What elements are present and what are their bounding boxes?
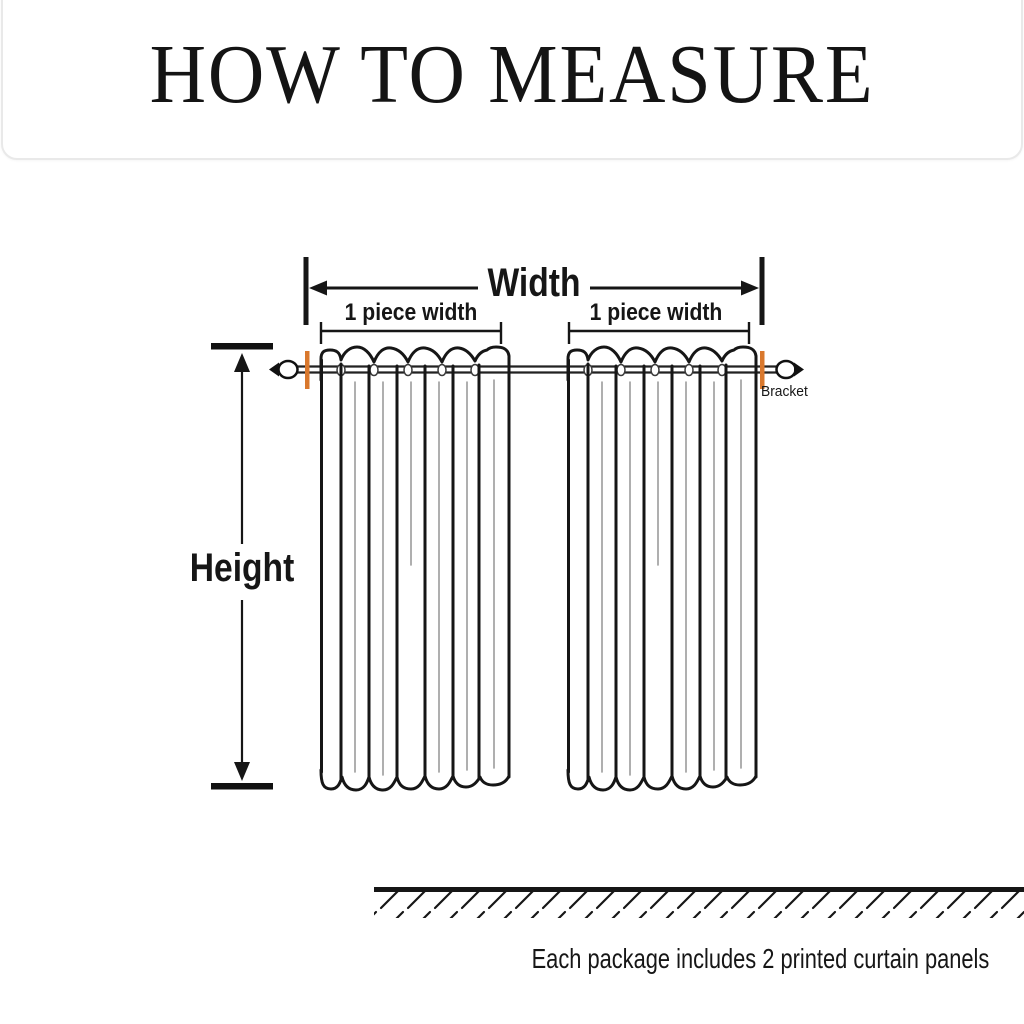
height-label: Height: [189, 546, 295, 590]
piece-width-label-right: 1 piece width: [589, 299, 723, 326]
curtain-panel-right: [568, 347, 756, 790]
piece-width-label-left: 1 piece width: [344, 299, 478, 326]
ground-hatching: [374, 892, 1024, 918]
height-arrowhead-up: [234, 353, 250, 372]
page-title: HOW TO MEASURE: [149, 28, 875, 121]
width-label: Width: [487, 261, 581, 305]
ground-line: [374, 890, 1024, 919]
bracket-marker-left: [305, 351, 310, 389]
height-arrowhead-down: [234, 762, 250, 781]
rod-finial-right: [777, 361, 805, 378]
package-caption: Each package includes 2 printed curtain panels: [531, 943, 990, 974]
width-arrowhead-right: [741, 281, 759, 296]
bracket-label: Bracket: [761, 383, 808, 400]
height-cap-bottom: [211, 783, 273, 790]
width-arrowhead-left: [309, 281, 327, 296]
rod-finial-left: [269, 361, 298, 378]
curtain-panel-left: [321, 347, 509, 790]
height-cap-top: [211, 343, 273, 350]
